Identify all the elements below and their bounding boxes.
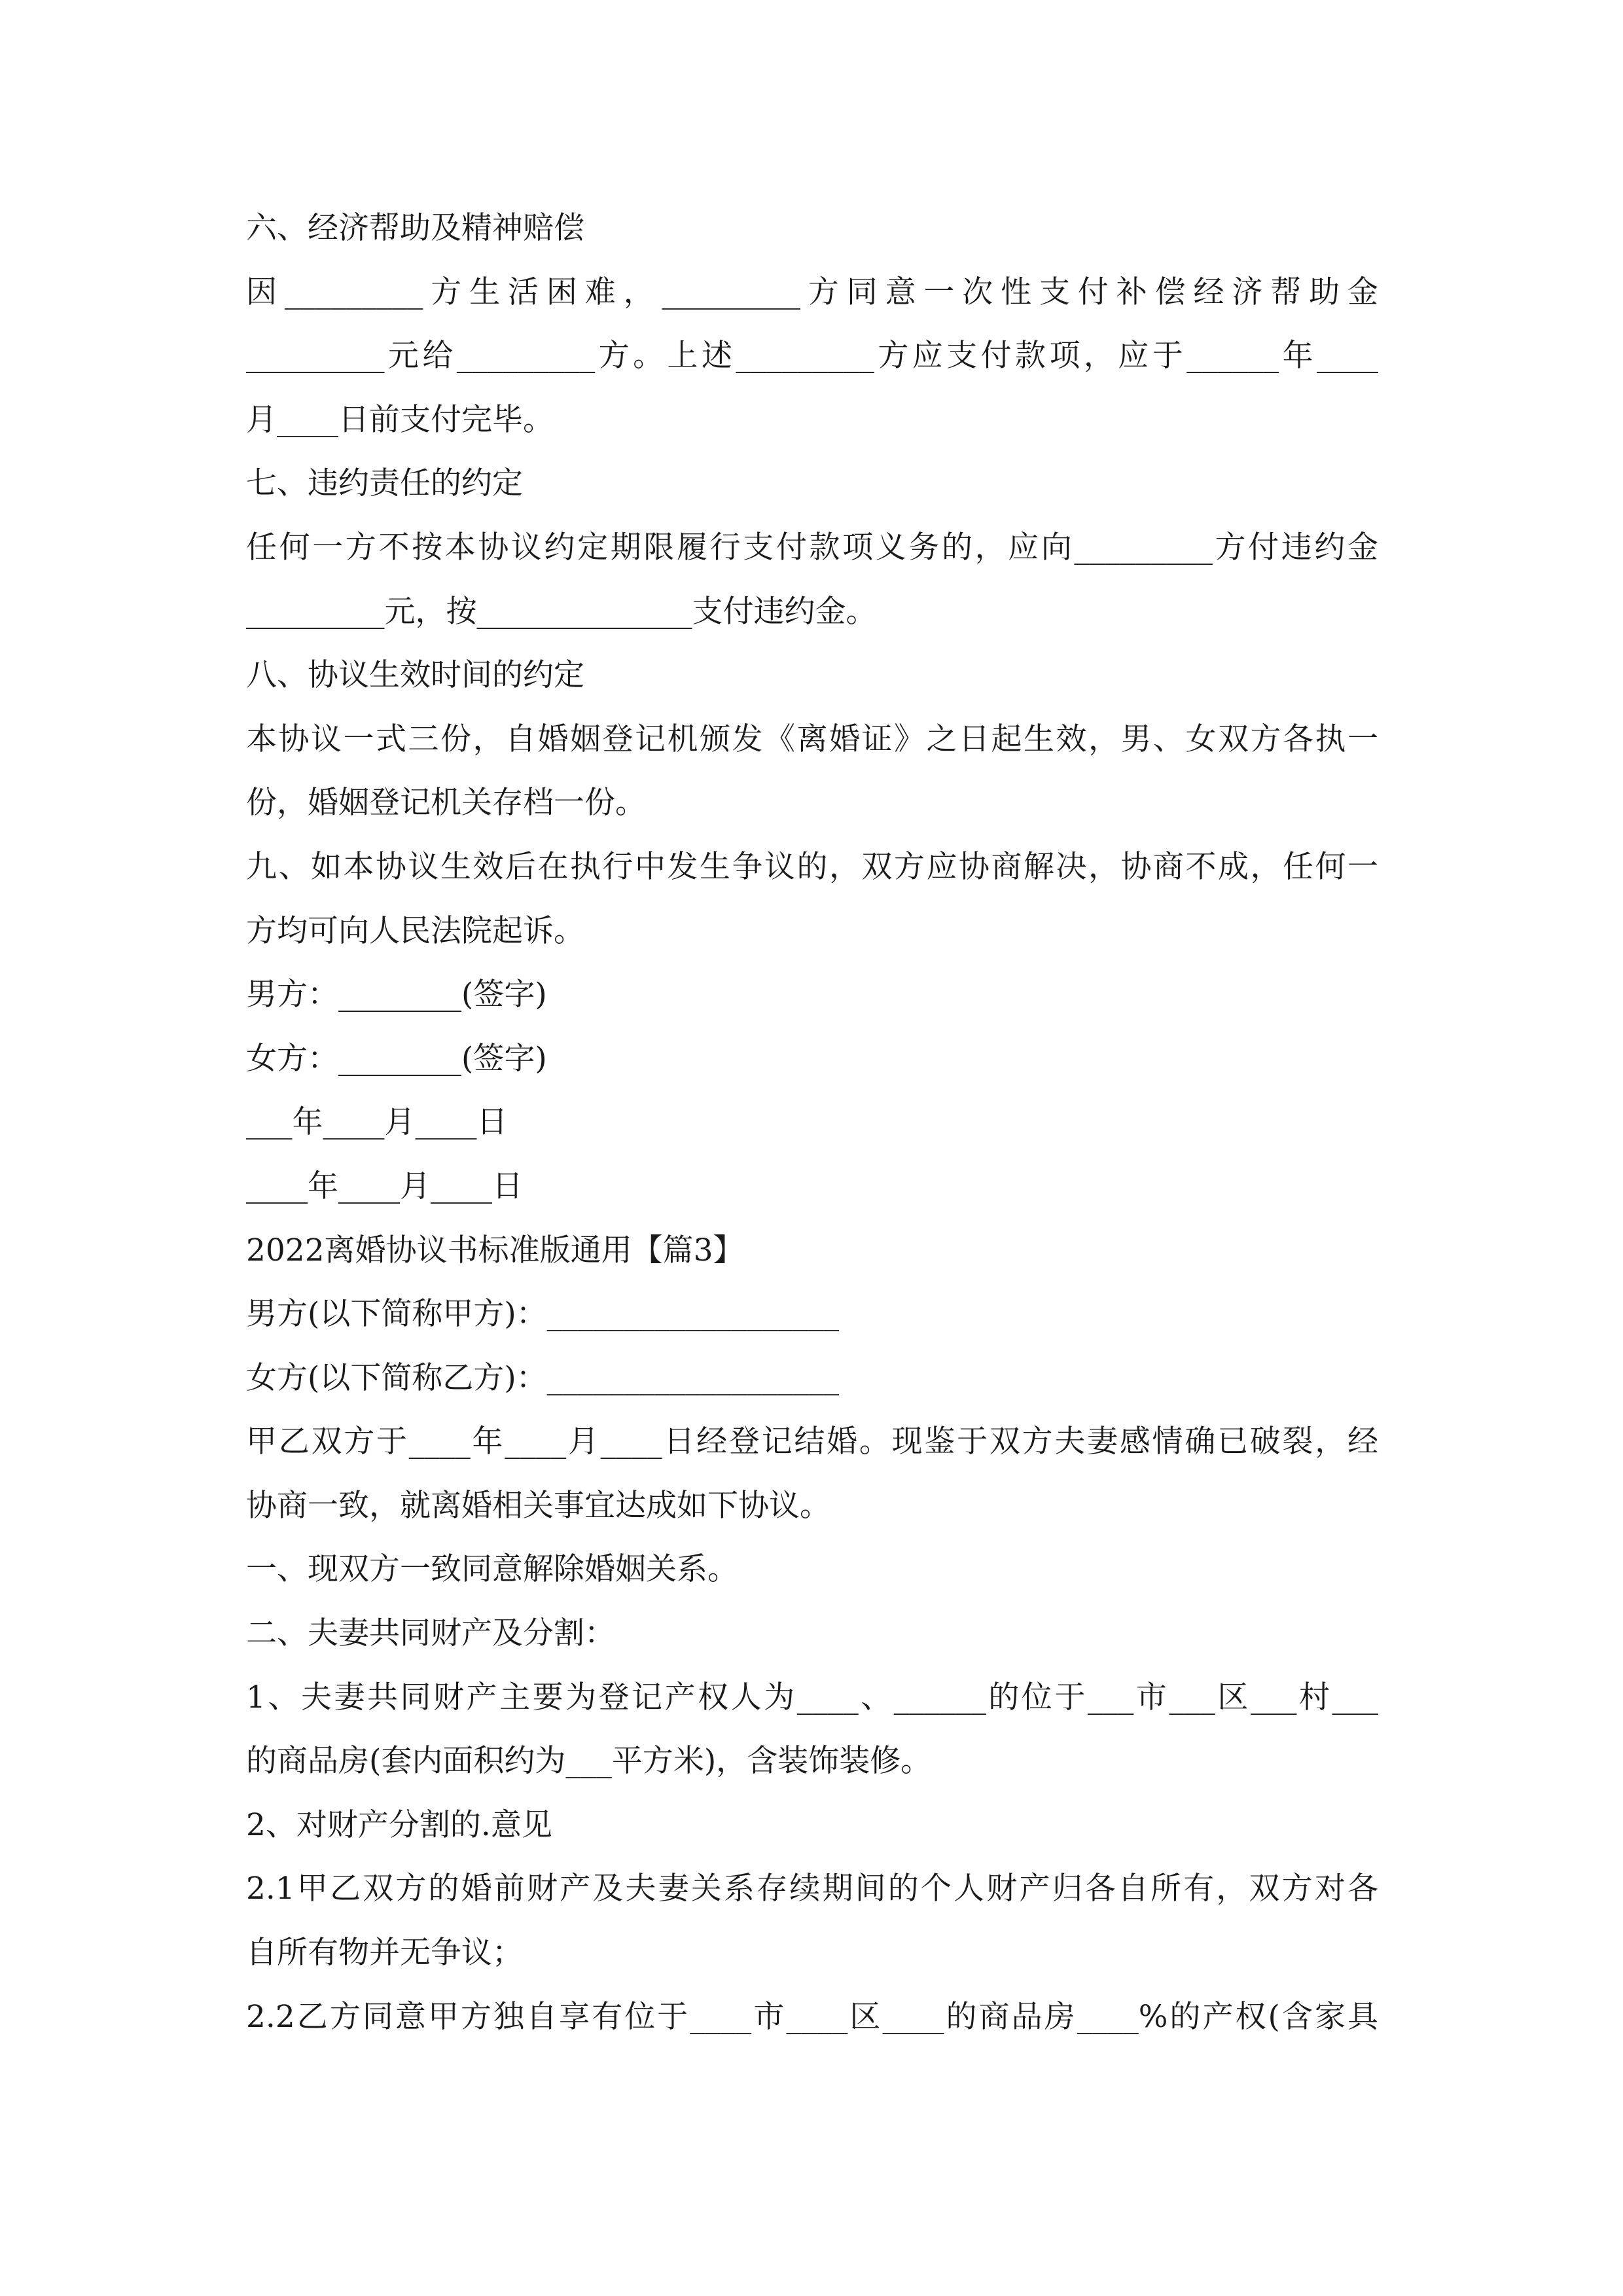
section-heading-seven: 七、违约责任的约定 [246,465,523,502]
party-b-line: 女方(以下简称乙方)：___________________ [246,1359,840,1396]
female-signature-line: 女方：________(签字) [246,1040,547,1077]
section-heading-six: 六、经济帮助及精神赔偿 [246,210,584,246]
paragraph-line: 因_________方生活困难，_________方同意一次性支付补偿经济帮助金 [246,274,1378,310]
paragraph-line: 2.2乙方同意甲方独自享有位于____市____区____的商品房____%的产权(含家具 [246,1998,1378,2035]
date-line: ____年____月____日 [246,1168,523,1204]
paragraph-line: 1、夫妻共同财产主要为登记产权人为____、______的位于___市___区___村___ [246,1679,1378,1715]
paragraph-line: 方均可向人民法院起诉。 [246,912,584,949]
section-heading-one: 一、现双方一致同意解除婚姻关系。 [246,1551,738,1588]
paragraph-line: 任何一方不按本协议约定期限履行支付款项义务的，应向_________方付违约金 [246,529,1378,565]
paragraph-line: 甲乙双方于____年____月____日经登记结婚。现鉴于双方夫妻感情确已破裂，经 [246,1424,1378,1460]
paragraph-line: 本协议一式三份，自婚姻登记机颁发《离婚证》之日起生效，男、女双方各执一 [246,721,1378,757]
document-page [246,196,1378,2049]
date-line: ___年____月____日 [246,1104,508,1141]
article-title: 2022离婚协议书标准版通用【篇3】 [246,1232,744,1268]
paragraph-line: _________元给_________方。上述_________方应支付款项，应于______年____ [246,338,1378,374]
section-heading-two: 二、夫妻共同财产及分割： [246,1615,615,1652]
paragraph-line: 协商一致，就离婚相关事宜达成如下协议。 [246,1487,830,1524]
paragraph-line: _________元，按______________支付违约金。 [246,593,877,630]
section-heading-nine: 九、如本协议生效后在执行中发生争议的，双方应协商解决，协商不成，任何一 [246,848,1378,885]
paragraph-line: 份，婚姻登记机关存档一份。 [246,785,646,821]
paragraph-line: 月____日前支付完毕。 [246,401,554,438]
paragraph-line: 的商品房(套内面积约为___平方米)，含装饰装修。 [246,1743,932,1780]
paragraph-line: 自所有物并无争议； [246,1935,523,1971]
subsection-heading: 2、对财产分割的.意见 [246,1806,552,1843]
section-heading-eight: 八、协议生效时间的约定 [246,657,584,694]
paragraph-line: 2.1甲乙双方的婚前财产及夫妻关系存续期间的个人财产归各自所有，双方对各 [246,1871,1378,1907]
party-a-line: 男方(以下简称甲方)：___________________ [246,1296,840,1333]
male-signature-line: 男方：________(签字) [246,977,547,1013]
